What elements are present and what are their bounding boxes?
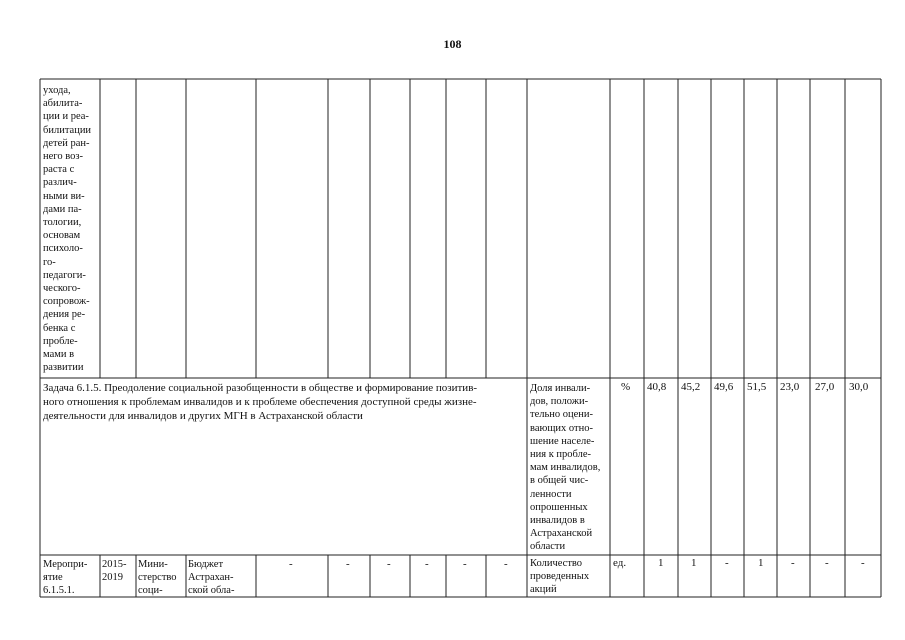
task-value-2017: 51,5 (747, 381, 767, 393)
task-unit: % (621, 381, 631, 393)
event-unit: ед. (613, 557, 627, 569)
event-executor: Мини- стерство соци- (138, 559, 177, 597)
event-funding-2019: - (504, 558, 508, 570)
event-value-2015: 1 (691, 557, 697, 569)
task-value-2018: 23,0 (780, 381, 800, 393)
task-value-2015: 45,2 (681, 381, 701, 393)
task-value-2020: 30,0 (849, 381, 869, 393)
task-text: Задача 6.1.5. Преодоление социальной разобщенности в обществе и формирование позитив- ного отношения к проблемам инвалидов и к проблеме обеспечения доступной среды жизне- деятельности для инвалидов и других МГН в Астраханской области (43, 382, 478, 422)
event-funding-2018: - (463, 558, 467, 570)
event-funding-2015: - (346, 558, 350, 570)
event-value-2016: - (725, 557, 729, 569)
event-name: Меропри- ятие 6.1.5.1. (43, 559, 88, 597)
page-number: 108 (443, 37, 462, 51)
event-value-2018: - (791, 557, 795, 569)
task-value-2014: 40,8 (647, 381, 667, 393)
event-value-2014: 1 (658, 557, 664, 569)
event-funding-total: - (289, 558, 293, 570)
event-value-2019: - (825, 557, 829, 569)
event-funding-2017: - (425, 558, 429, 570)
event-indicator: Количество проведенных акций (530, 558, 590, 596)
task-value-2016: 49,6 (714, 381, 734, 393)
task-value-2019: 27,0 (815, 381, 835, 393)
event-period: 2015- 2019 (102, 559, 127, 584)
activity-continued-text: ухода, абилита- ции и реа- билитации детей ран- него воз- раста с различ- ными ви- дами па- тологии, основам психоло- го- педагоги- ческого- сопровож- дения ре- бенка с пробле- мами в развитии (43, 85, 92, 374)
event-funding-2016: - (387, 558, 391, 570)
event-value-2017: 1 (758, 557, 764, 569)
event-funding-source: Бюджет Астрахан- ской обла- (188, 559, 235, 597)
event-value-2020: - (861, 557, 865, 569)
task-indicator: Доля инвали- дов, положи- тельно оцени- вающих отно- шение населе- ния к пробле- мам инвалидов, в общей чис- ленности опрошенных инвалидов в Астраханской области (530, 383, 601, 553)
